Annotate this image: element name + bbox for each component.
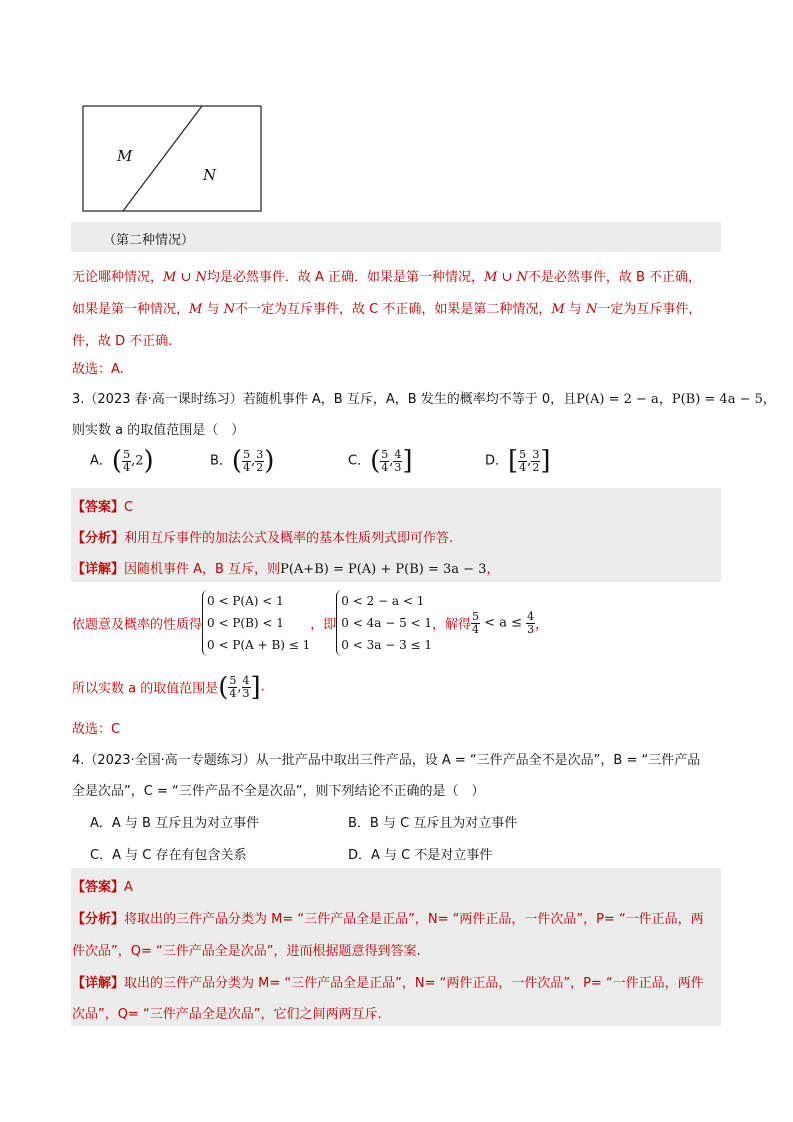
q3-stem-line-1: 3.（2023 春·高一课时练习）若随机事件 A，B 互斥，A，B 发生的概率均不等于 0，且P(A) = 2 − a，P(B) = 4a − 5， bbox=[72, 392, 776, 407]
q4-analysis-line-1: 【分析】将取出的三件产品分类为 M= “三件产品全是正品”，N= “两件正品，一件次品”，P= “一件正品，两 bbox=[72, 912, 704, 927]
q4-option-a: A．A 与 B 互斥且为对立事件 bbox=[90, 816, 260, 831]
q4-stem-line-1: 4.（2023·全国·高一专题练习）从一批产品中取出三件产品，设 A = “三件产品全不是次品”，B = “三件产品 bbox=[72, 753, 701, 768]
figure-caption: （第二种情况） bbox=[103, 233, 195, 248]
q4-detail-line-1: 【详解】取出的三件产品分类为 M= “三件产品全是正品”，N= “两件正品，一件次品”，P= “一件正品，两件 bbox=[72, 976, 704, 991]
inequality-system: 0 < 2 − a < 1 0 < 4a − 5 < 1 0 < 3a − 3 ≤ 1 bbox=[336, 590, 432, 656]
q3-choice: 故选：C bbox=[72, 722, 121, 737]
q4-stem-line-2: 全是次品”，C = “三件产品不全是次品”，则下列结论不正确的是（ ） bbox=[72, 784, 485, 799]
q3-option-d: D．[ $\frac{5}{4}$ , $\frac{3}{2}$ ] bbox=[485, 446, 551, 476]
q3-detail-line-1: 【详解】因随机事件 A，B 互斥，则P(A+B) = P(A) + P(B) = 3a − 3， bbox=[72, 562, 500, 577]
q4-option-d: D．A 与 C 不是对立事件 bbox=[348, 848, 493, 863]
universal-set-rect bbox=[83, 106, 261, 211]
conclusion-line-2: 如果是第一种情况，M 与 N不一定为互斥事件，故 C 不正确，如果是第二种情况，M 与 N一定为互斥事件， bbox=[72, 302, 702, 317]
conclusion-paragraph bbox=[72, 262, 701, 358]
q3-option-a: A．( $\frac{5}{4}$ ,2) bbox=[90, 446, 154, 476]
previous-choice: 故选：A. bbox=[72, 362, 124, 377]
q3-answer: 【答案】C bbox=[72, 500, 134, 515]
q3-detail-line-2: 依题意及概率的性质得 0 < P(A) < 1 0 < P(B) < 1 0 < P(A + B) ≤ 1 ，即 0 < 2 − a < 1 0 < 4a − 5 < 1 0 < 3a − 3 ≤ 1 ，解得 $\frac{5}{4}$ < a ≤ $\frac{4}{3}$ ， bbox=[72, 590, 548, 656]
q4-option-c: C．A 与 C 存在有包含关系 bbox=[90, 848, 247, 863]
q4-option-b: B．B 与 C 互斥且为对立事件 bbox=[348, 816, 518, 831]
region-diagram bbox=[82, 105, 262, 212]
q3-option-b: B．( $\frac{5}{4}$ , $\frac{3}{2}$ ) bbox=[210, 446, 275, 476]
probability-system: 0 < P(A) < 1 0 < P(B) < 1 0 < P(A + B) ≤ 1 bbox=[202, 590, 310, 656]
q4-analysis-line-2: 件次品”，Q= “三件产品全是次品”，进而根据题意得到答案. bbox=[72, 944, 421, 959]
q3-option-c: C．( $\frac{5}{4}$ , $\frac{4}{3}$ ] bbox=[348, 446, 413, 476]
venn-figure bbox=[82, 105, 262, 212]
q3-detail-line-3: 所以实数 a 的取值范围是( $\frac{5}{4}$ , $\frac{4}{3}$ ]. bbox=[72, 672, 265, 702]
set-label-n: N bbox=[203, 166, 217, 184]
q4-detail-line-2: 次品”，Q= “三件产品全是次品”，它们之间两两互斥. bbox=[72, 1007, 382, 1022]
conclusion-line-1: 无论哪种情况，M ∪ N均是必然事件．故 A 正确．如果是第一种情况，M ∪ N不是必然事件，故 B 不正确， bbox=[72, 270, 702, 285]
q4-answer: 【答案】A bbox=[72, 880, 133, 895]
q3-analysis: 【分析】利用互斥事件的加法公式及概率的基本性质列式即可作答. bbox=[72, 531, 454, 546]
q3-stem-line-2: 则实数 a 的取值范围是（ ） bbox=[72, 423, 245, 438]
conclusion-line-3: 件，故 D 不正确. bbox=[72, 334, 173, 349]
set-label-m: M bbox=[117, 147, 133, 165]
divider-line bbox=[123, 106, 202, 211]
